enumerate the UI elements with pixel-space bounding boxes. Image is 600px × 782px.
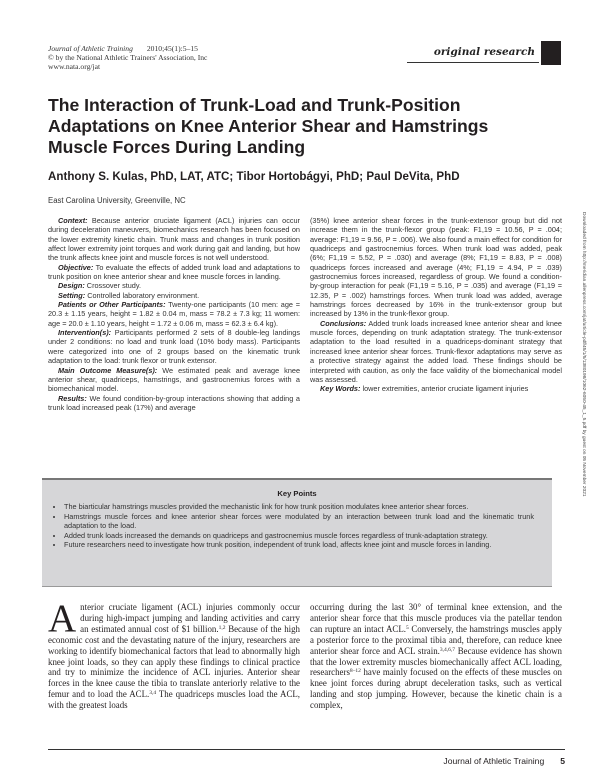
- footer-journal: Journal of Athletic Training: [443, 756, 545, 766]
- abstract-objective: Objective: To evaluate the effects of added trunk load and adaptations to trunk position on knee anterior shear and knee muscle forces in landing.: [48, 262, 300, 282]
- key-points-box: [42, 478, 552, 587]
- abstract-intervention: Intervention(s): Participants performed 2 sets of 8 double-leg landings under 2 conditions: no load and trunk load (10% body mass). Participants were categorized into one of 2 groups based on the kinematic trunk adaptation to the load: trunk flexor or trunk extensor.: [48, 328, 301, 366]
- intro-paragraph: Anterior cruciate ligament (ACL) injuries commonly occur during high-impact jumping and landing activities and carry an estimated annual cost of $1 billion.$^{1,2}$ Because of the high economic cost and the devastating nature of the injury, researchers are working to identify biomechanical factors that lead to abnormally high knee joint loads, so they can apply these findings to clinical practice and try to minimize the incidence of ACL injuries. Anterior shear forces in the knee cause the tibia to translate anteriorly relative to the femur and to load the ACL.$^{3,4}$ The quadriceps muscles load the ACL, with the greatest loads: [48, 597, 300, 711]
- abstract-design: Design: Crossover study.: [58, 281, 141, 291]
- abstract-results: Results: We found condition-by-group interactions showing that adding a trunk load increased peak (17%) and average: [48, 393, 300, 412]
- article-title: The Interaction of Trunk-Load and Trunk-Position Adaptations on Knee Anterior Shear and Hamstrings Muscle Forces During Landing: [48, 95, 489, 157]
- key-points-title: Key Points: [277, 489, 317, 498]
- page-footer: [443, 756, 565, 766]
- abstract-results-continued: (35%) knee anterior shear forces in the trunk-extensor group but did not increase them in the trunk-flexor group (peak: F1,19 = 10.56, P = .004; average: F1,19 = 9.56, P = .006). We also found a main effect for condition for quadriceps and gastrocnemius forces. When trunk load was added, peak (6%; F1,19 = 5.52, P = .030) and average (8%; F1,19 = 8.83, P = .008) quadriceps forces increased and average (4%; F1,19 = 4.94, P = .039) gastrocnemius forces increased, regardless of group. We found a condition-by-group interaction for peak (F1,19 = 5.16, P = .035) and average (F1,19 = 12.35, P = .002) hamstrings forces. When trunk load was added, average hamstrings forces decreased by 16% in the trunk-extensor group but increased by 13% in the trunk-flexor group.: [310, 216, 562, 319]
- abstract-outcome: Main Outcome Measure(s): We estimated peak and average knee anterior shear, quadriceps, hamstrings, and gastrocnemius forces with a biomechanical model.: [48, 365, 301, 394]
- abstract-conclusions: Conclusions: Added trunk loads increased knee anterior shear and knee muscle forces, depending on trunk adaptation strategy. The trunk-extensor adaptation to the load resulted in a quadriceps-dominant strategy that increased knee anterior shear forces. Trunk-flexor adaptations may serve as a protective strategy against the added load. These findings should be interpreted with caution, as only the face validity of the biomechanical model was assessed.: [310, 318, 562, 384]
- download-note: [578, 212, 586, 577]
- reference-link[interactable]: 1,2: [218, 624, 226, 631]
- reference-link[interactable]: 8–12: [349, 668, 361, 675]
- section-banner: [407, 41, 561, 65]
- abstract-setting: Setting: Controlled laboratory environment.: [58, 290, 200, 300]
- key-point-item: • Hamstrings muscle forces and knee anterior shear forces were modulated by an interaction between trunk load and the kinematic trunk adaptation to the load.: [64, 512, 534, 531]
- intro-paragraph-continued: occurring during the last 30° of terminal knee extension, and the anterior shear force that this muscle produces via the patellar tendon can rupture an intact ACL.$^5$ Conversely, the hamstrings muscles apply a posterior force to the proximal tibia and, therefore, can reduce knee anterior shear force and ACL strain.$^{3,4,6,7}$ Because evidence has shown that the lower extremity muscles biomechanically affect ACL loading, researchers$^{8-12}$ have mainly focused on the effects of these muscles on knee joint forces during abrupt deceleration tasks, such as vertical landing and stop jumping. However, because the kinetic chain is a complex,: [310, 602, 562, 711]
- reference-link[interactable]: 3,4: [149, 690, 157, 697]
- affiliation: East Carolina University, Greenville, NC: [48, 196, 186, 205]
- footer-rule: [48, 749, 565, 750]
- citation: 2010;45(1):5–15: [146, 44, 198, 53]
- key-points-list: [42, 502, 552, 550]
- copyright: © by the National Athletic Trainers' Association, Inc: [48, 53, 208, 62]
- section-label: original research: [433, 46, 535, 58]
- drop-cap: A: [48, 597, 77, 640]
- abstract-keywords: Key Words: lower extremities, anterior cruciate ligament injuries: [320, 384, 529, 394]
- header-rule: [407, 62, 539, 63]
- journal-name: Journal of Athletic Training: [48, 44, 133, 53]
- abstract-right-column: [310, 216, 562, 394]
- abstract-participants: Patients or Other Participants: Twenty-one participants (10 men: age = 20.3 ± 1.15 years, height = 1.82 ± 0.04 m, mass = 78.2 ± 7.3 kg; 11 women: age = 20.0 ± 1.10 years, height = 1.72 ± 0.06 m, mass = 62.3 ± 6.4 kg).: [48, 300, 300, 328]
- abstract-left-column: [48, 216, 300, 412]
- reference-link[interactable]: 3,4,6,7: [439, 646, 455, 653]
- journal-header: [48, 44, 207, 71]
- page-number: 5: [560, 756, 565, 766]
- key-point-item: • Future researchers need to investigate how trunk position, independent of trunk load, affects knee joint and muscle forces in landing.: [64, 540, 534, 550]
- section-block-icon: [541, 41, 561, 65]
- download-note-text: Downloaded from http://meridian.allenpress.com/jat/article-pdf/45/1/5/1380198/1062-6050-45_1_5.pdf by guest on 05 November 2021: [581, 212, 586, 497]
- author-list: Anthony S. Kulas, PhD, LAT, ATC; Tibor Hortobágyi, PhD; Paul DeVita, PhD: [48, 170, 460, 183]
- key-point-item: • The biarticular hamstrings muscles provided the mechanistic link for how trunk position modulates knee anterior shear forces.: [64, 502, 534, 512]
- body-right-column: [310, 602, 562, 711]
- body-left-column: [48, 597, 300, 711]
- key-point-item: • Added trunk loads increased the demands on quadriceps and gastrocnemius muscle forces regardless of trunk-adaptation strategy.: [64, 531, 534, 541]
- reference-link[interactable]: 5: [405, 624, 409, 631]
- journal-website: www.nata.org/jat: [48, 62, 101, 71]
- abstract-context: Context: Because anterior cruciate ligament (ACL) injuries can occur during deceleration maneuvers, biomechanics research has been focused on the lower extremity kinetic chain. Trunk mass and changes in trunk position affect lower extremity joint torques and work during gait and landing, but how the trunk affects knee joint and muscle forces is not well understood.: [48, 216, 300, 263]
